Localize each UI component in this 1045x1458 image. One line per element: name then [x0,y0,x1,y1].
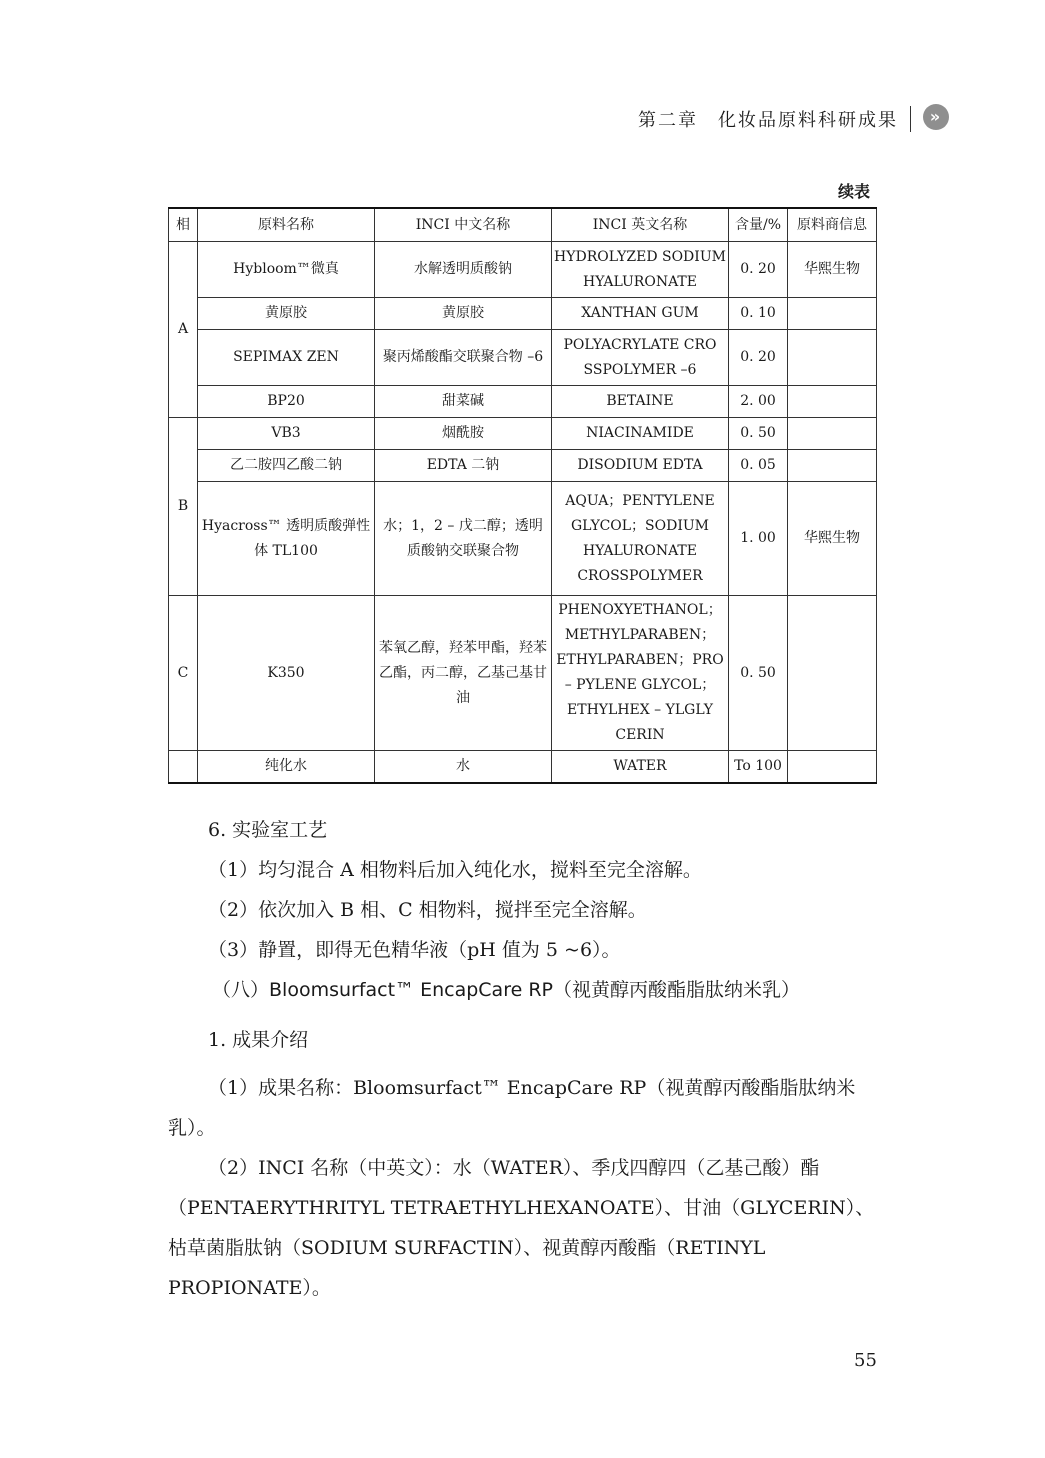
table-row [169,330,877,386]
lab-process-section [168,810,876,1308]
inci-en-cell: XANTHAN GUM [552,298,729,330]
supplier-cell [788,450,877,482]
col-name: 原料名称 [198,208,375,242]
double-chevron-icon: » [923,104,949,130]
chapter-label: 第二章 [638,110,698,131]
col-inci-en: INCI 英文名称 [552,208,729,242]
col-inci-cn: INCI 中文名称 [375,208,552,242]
name-cell: BP20 [198,386,375,418]
intro-title: 1. 成果介绍 [208,1029,309,1051]
amount-cell: 0. 50 [729,418,788,450]
table-row [169,418,877,450]
supplier-cell: 华熙生物 [788,242,877,298]
table-row [169,298,877,330]
table-continued-label: 续表 [838,182,871,201]
supplier-cell [788,330,877,386]
amount-cell: 0. 50 [729,596,788,751]
name-cell: Hyacross™ 透明质酸弹性体 TL100 [198,482,375,596]
inci-en-cell: HYDROLYZED SODIUM HYALURONATE [552,242,729,298]
table-row [169,450,877,482]
inci-en-cell: BETAINE [552,386,729,418]
item-2: （2）INCI 名称（中英文）：水（WATER）、季戊四醇四（乙基己酸）酯（PENTAERYTHRITYL TETRAETHYLHEXANOATE）、甘油（GLYCERIN）、枯草菌脂肽钠（SODIUM SURFACTIN）、视黄醇丙酸酯（RETINYL PROPIONATE）。 [168,1157,875,1299]
table-row [169,751,877,783]
chapter-title: 化妆品原料科研成果 [718,110,898,131]
table-row [169,386,877,418]
col-phase: 相 [169,208,198,242]
name-cell: SEPIMAX ZEN [198,330,375,386]
supplier-cell [788,386,877,418]
name-cell: K350 [198,596,375,751]
table-row [169,596,877,751]
inci-cn-cell: 黄原胶 [375,298,552,330]
lab-process-title: 6. 实验室工艺 [208,819,328,841]
supplier-cell [788,596,877,751]
inci-cn-cell: 烟酰胺 [375,418,552,450]
inci-en-cell: WATER [552,751,729,783]
supplier-cell [788,418,877,450]
inci-cn-cell: 水；1，2 – 戊二醇；透明质酸钠交联聚合物 [375,482,552,596]
step-2: （2）依次加入 B 相、C 相物料，搅拌至完全溶解。 [208,899,647,921]
amount-cell: 0. 10 [729,298,788,330]
amount-cell: 0. 05 [729,450,788,482]
header-divider [910,106,911,132]
col-supplier: 原料商信息 [788,208,877,242]
step-3: （3）静置，即得无色精华液（pH 值为 5 ~6）。 [208,939,621,961]
amount-cell: 0. 20 [729,330,788,386]
supplier-cell [788,751,877,783]
supplier-cell [788,298,877,330]
amount-cell: To 100 [729,751,788,783]
page-number: 55 [854,1350,877,1371]
phase-cell: A [169,242,198,418]
name-cell: 黄原胶 [198,298,375,330]
section-heading: （八）Bloomsurfact™ EncapCare RP（视黄醇丙酸酯脂肽纳米乳） [212,979,800,1001]
table-header-row [169,208,877,242]
inci-cn-cell: 甜菜碱 [375,386,552,418]
inci-en-cell: AQUA；PENTYLENE GLYCOL；SODIUM HYALURONATE CROSSPOLYMER [552,482,729,596]
inci-cn-cell: 水 [375,751,552,783]
table-row [169,242,877,298]
amount-cell: 1. 00 [729,482,788,596]
name-cell: 纯化水 [198,751,375,783]
inci-cn-cell: 苯氧乙醇，羟苯甲酯，羟苯乙酯，丙二醇，乙基己基甘油 [375,596,552,751]
table-row [169,482,877,596]
formula-table [168,207,877,784]
inci-cn-cell: 聚丙烯酸酯交联聚合物 –6 [375,330,552,386]
phase-cell: C [169,596,198,751]
name-cell: VB3 [198,418,375,450]
supplier-cell: 华熙生物 [788,482,877,596]
inci-en-cell: POLYACRYLATE CRO SSPOLYMER –6 [552,330,729,386]
inci-en-cell: DISODIUM EDTA [552,450,729,482]
inci-cn-cell: EDTA 二钠 [375,450,552,482]
col-amount: 含量/% [729,208,788,242]
inci-en-cell: PHENOXYETHANOL；METHYLPARABEN；ETHYLPARABEN；PRO – PYLENE GLYCOL；ETHYLHEX – YLGLY CERIN [552,596,729,751]
phase-cell: B [169,418,198,596]
inci-en-cell: NIACINAMIDE [552,418,729,450]
name-cell: Hybloom™微真 [198,242,375,298]
item-1: （1）成果名称：Bloomsurfact™ EncapCare RP（视黄醇丙酸酯脂肽纳米乳）。 [168,1077,856,1139]
step-1: （1）均匀混合 A 相物料后加入纯化水，搅料至完全溶解。 [208,859,702,881]
phase-cell [169,751,198,783]
name-cell: 乙二胺四乙酸二钠 [198,450,375,482]
running-header [638,106,943,132]
amount-cell: 0. 20 [729,242,788,298]
inci-cn-cell: 水解透明质酸钠 [375,242,552,298]
amount-cell: 2. 00 [729,386,788,418]
